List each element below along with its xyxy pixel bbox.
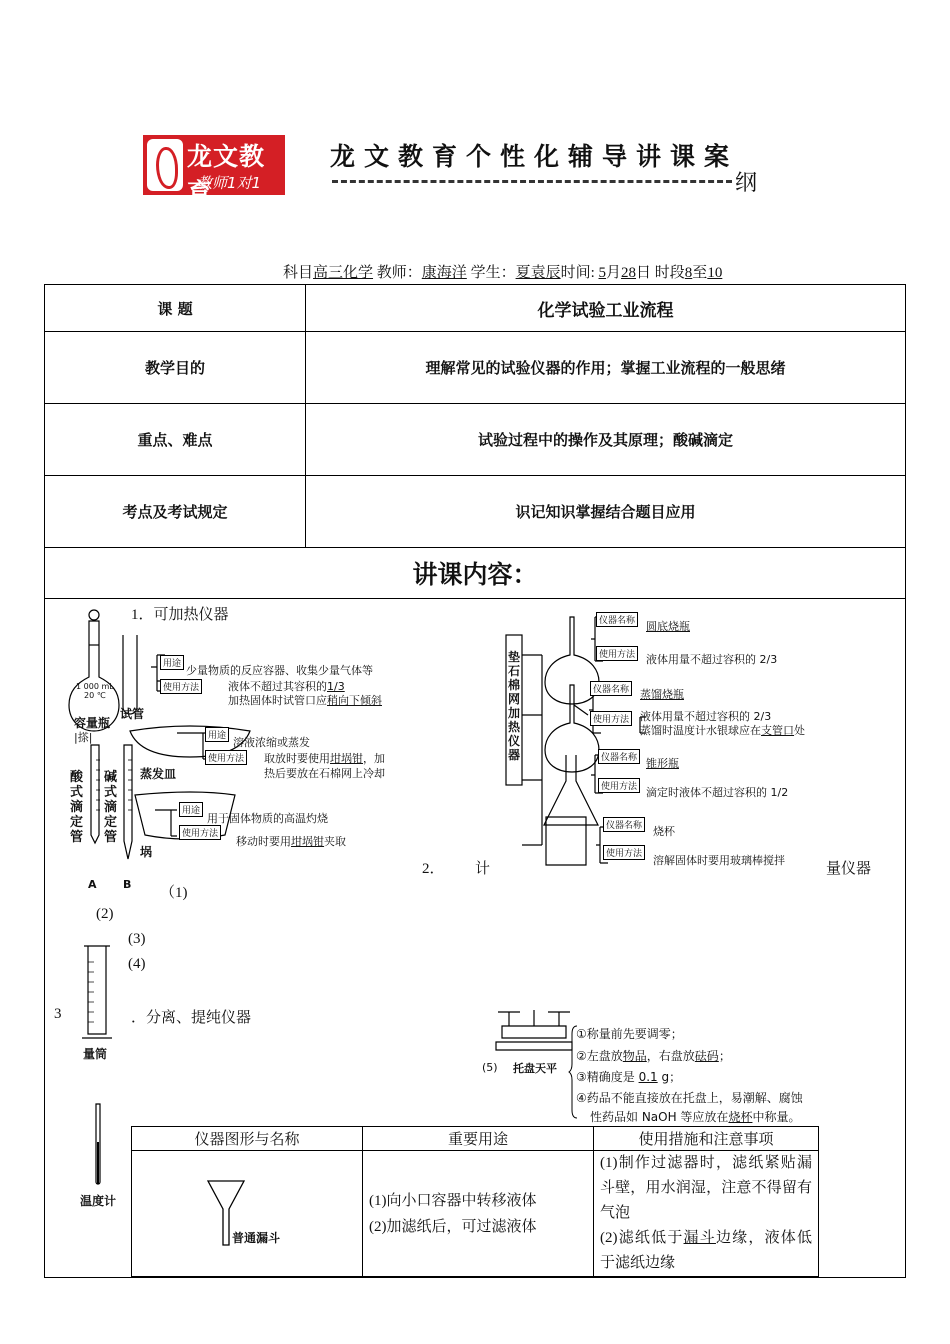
dish-label: 蒸发皿 — [140, 767, 177, 781]
test-tube-icon — [123, 635, 137, 714]
use-cell — [363, 1151, 594, 1277]
cell-value: 试验过程中的操作及其原理；酸碱滴定 — [306, 404, 906, 476]
marker-3: (3) — [128, 931, 146, 947]
tag-name: 仪器名称 — [590, 681, 632, 696]
flask-label: 容量瓶 — [74, 716, 111, 730]
use-1: (1)向小口容器中转移液体 — [369, 1192, 537, 1209]
separation-table — [131, 1126, 819, 1277]
logo — [143, 135, 285, 207]
r3-name: 锥形瓶 — [646, 757, 679, 770]
tag-use: 用途 — [179, 802, 203, 817]
cell-label: 考点及考试规定 — [45, 476, 306, 548]
funnel-label: 普通漏斗 — [232, 1231, 281, 1245]
tag-method: 使用方法 — [590, 711, 632, 726]
acid-burette-label: 酸式滴定管 — [70, 770, 84, 845]
flask-mark: 1 000 mL 20 ℃ — [76, 682, 114, 700]
page-title: 龙文教育个性化辅导讲课案 — [330, 142, 739, 171]
use-2: (2)加滤纸后，可过滤液体 — [369, 1218, 537, 1235]
section-2-a: 计 — [475, 861, 491, 877]
logo-text: 龙文教育 — [187, 142, 266, 207]
logo-subtext: 教师1对1 — [197, 174, 262, 192]
r2-method-1: 液体用量不超过容积的 2/3 — [640, 710, 772, 723]
title-underline — [332, 180, 732, 183]
note-1: (1)制作过滤器时，滤纸紧贴漏斗壁，用水润湿，注意不得留有气泡 — [600, 1155, 812, 1221]
tag-name: 仪器名称 — [603, 817, 645, 832]
r1-method: 液体用量不超过容积的 2/3 — [646, 653, 778, 666]
logo-face-icon — [147, 139, 183, 191]
dish-use: 溶液浓缩或蒸发 — [233, 736, 310, 749]
section-1-heading: 1．可加热仪器 — [131, 607, 229, 623]
r4-method: 溶解固体时要用玻璃棒搅拌 — [653, 854, 785, 867]
marker-4: (4) — [128, 956, 146, 972]
cell-value: 理解常见的试验仪器的作用；掌握工业流程的一般思绪 — [306, 332, 906, 404]
funnel-cell — [132, 1151, 363, 1277]
cell-label: 教学目的 — [45, 332, 306, 404]
r2-name: 蒸馏烧瓶 — [640, 688, 684, 701]
section-3-heading: ．分离、提纯仪器 — [131, 1010, 252, 1026]
cylinder-label: 量筒 — [83, 1047, 108, 1061]
label-a: A — [88, 878, 97, 891]
balance-note-1: ①称量前先要调零； — [576, 1027, 683, 1041]
cell-label: 课 题 — [45, 285, 306, 332]
r2-method-2: 蒸馏时温度计水银球应在支管口处 — [640, 724, 805, 737]
crucible-label: 埚 — [140, 845, 153, 859]
tag-use: 用途 — [160, 655, 184, 670]
r1-name: 圆底烧瓶 — [646, 620, 690, 633]
thermometer-label: 温度计 — [80, 1194, 117, 1208]
crucible-method: 移动时要用坩埚钳夹取 — [236, 835, 346, 848]
base-burette-icon — [124, 745, 132, 859]
tag-method: 使用方法 — [603, 845, 645, 860]
tube-method-1: 液体不超过其容积的1/3 — [228, 680, 345, 693]
tag-method: 使用方法 — [160, 679, 202, 694]
balance-note-4b: 性药品如 NaOH 等应放在烧杯中称量。 — [590, 1110, 801, 1124]
marker-1: （1) — [160, 885, 188, 901]
col-header: 仪器图形与名称 — [132, 1127, 363, 1151]
balance-note-3: ③精确度是 0.1 g； — [576, 1070, 682, 1084]
tag-use: 用途 — [205, 727, 229, 742]
col-header: 使用措施和注意事项 — [594, 1127, 819, 1151]
tube-label: 试管 — [120, 707, 145, 721]
cell-label: 重点、难点 — [45, 404, 306, 476]
tag-name: 仪器名称 — [598, 749, 640, 764]
tag-method: 使用方法 — [598, 778, 640, 793]
marker-5: (5) — [482, 1061, 498, 1074]
marker-2: (2) — [96, 906, 114, 922]
cell-value: 化学试验工业流程 — [306, 285, 906, 332]
balance-label: 托盘天平 — [513, 1062, 557, 1075]
tag-name: 仪器名称 — [596, 612, 638, 627]
balance-note-4a: ④药品不能直接放在托盘上，易潮解、腐蚀 — [576, 1091, 803, 1105]
r3-method: 滴定时液体不超过容积的 1/2 — [646, 786, 789, 799]
cell-value: 识记知识掌握结合题目应用 — [306, 476, 906, 548]
graduated-cylinder-icon — [80, 942, 114, 1042]
tag-method: 使用方法 — [596, 646, 638, 661]
note-2: (2)滤纸低于漏斗边缘，液体低于滤纸边缘 — [600, 1230, 812, 1271]
tube-use: 少量物质的反应容器、收集少量气体等 — [186, 664, 373, 677]
r4-name: 烧杯 — [653, 825, 675, 838]
meta-line: 科目高三化学 教师：康海洋 学生：夏袁辰时间: 5月28日 时段8至10 — [283, 265, 723, 281]
section-3-num: 3 — [54, 1006, 62, 1022]
side-label: 垫石棉网加热仪器 — [508, 650, 521, 762]
dish-method-1: 取放时要使用坩埚钳，加 — [264, 752, 385, 765]
balance-note-2: ②左盘放物品，右盘放砝码； — [576, 1049, 731, 1063]
thermometer-icon — [92, 1102, 104, 1190]
content-title: 讲课内容： — [45, 548, 906, 599]
info-table — [44, 284, 906, 599]
tag-method: 使用方法 — [179, 825, 221, 840]
notes-cell — [594, 1151, 819, 1277]
section-2-num: 2． — [422, 861, 445, 877]
dish-method-2: 热后要放在石棉网上冷却 — [264, 767, 385, 780]
balance-icon — [494, 1002, 574, 1058]
label-b: B — [123, 878, 132, 891]
base-burette-label: 碱式滴定管 — [104, 770, 118, 845]
flask-sub: |搽| — [74, 731, 93, 744]
col-header: 重要用途 — [363, 1127, 594, 1151]
tube-method-2: 加热固体时试管口应稍向下倾斜 — [228, 694, 382, 707]
crucible-use: 用于固体物质的高温灼烧 — [207, 812, 328, 825]
tag-method: 使用方法 — [205, 750, 247, 765]
section-2-b: 量仪器 — [826, 861, 872, 877]
dash-tail: 纲 — [735, 171, 758, 196]
beaker-icon — [546, 817, 586, 865]
